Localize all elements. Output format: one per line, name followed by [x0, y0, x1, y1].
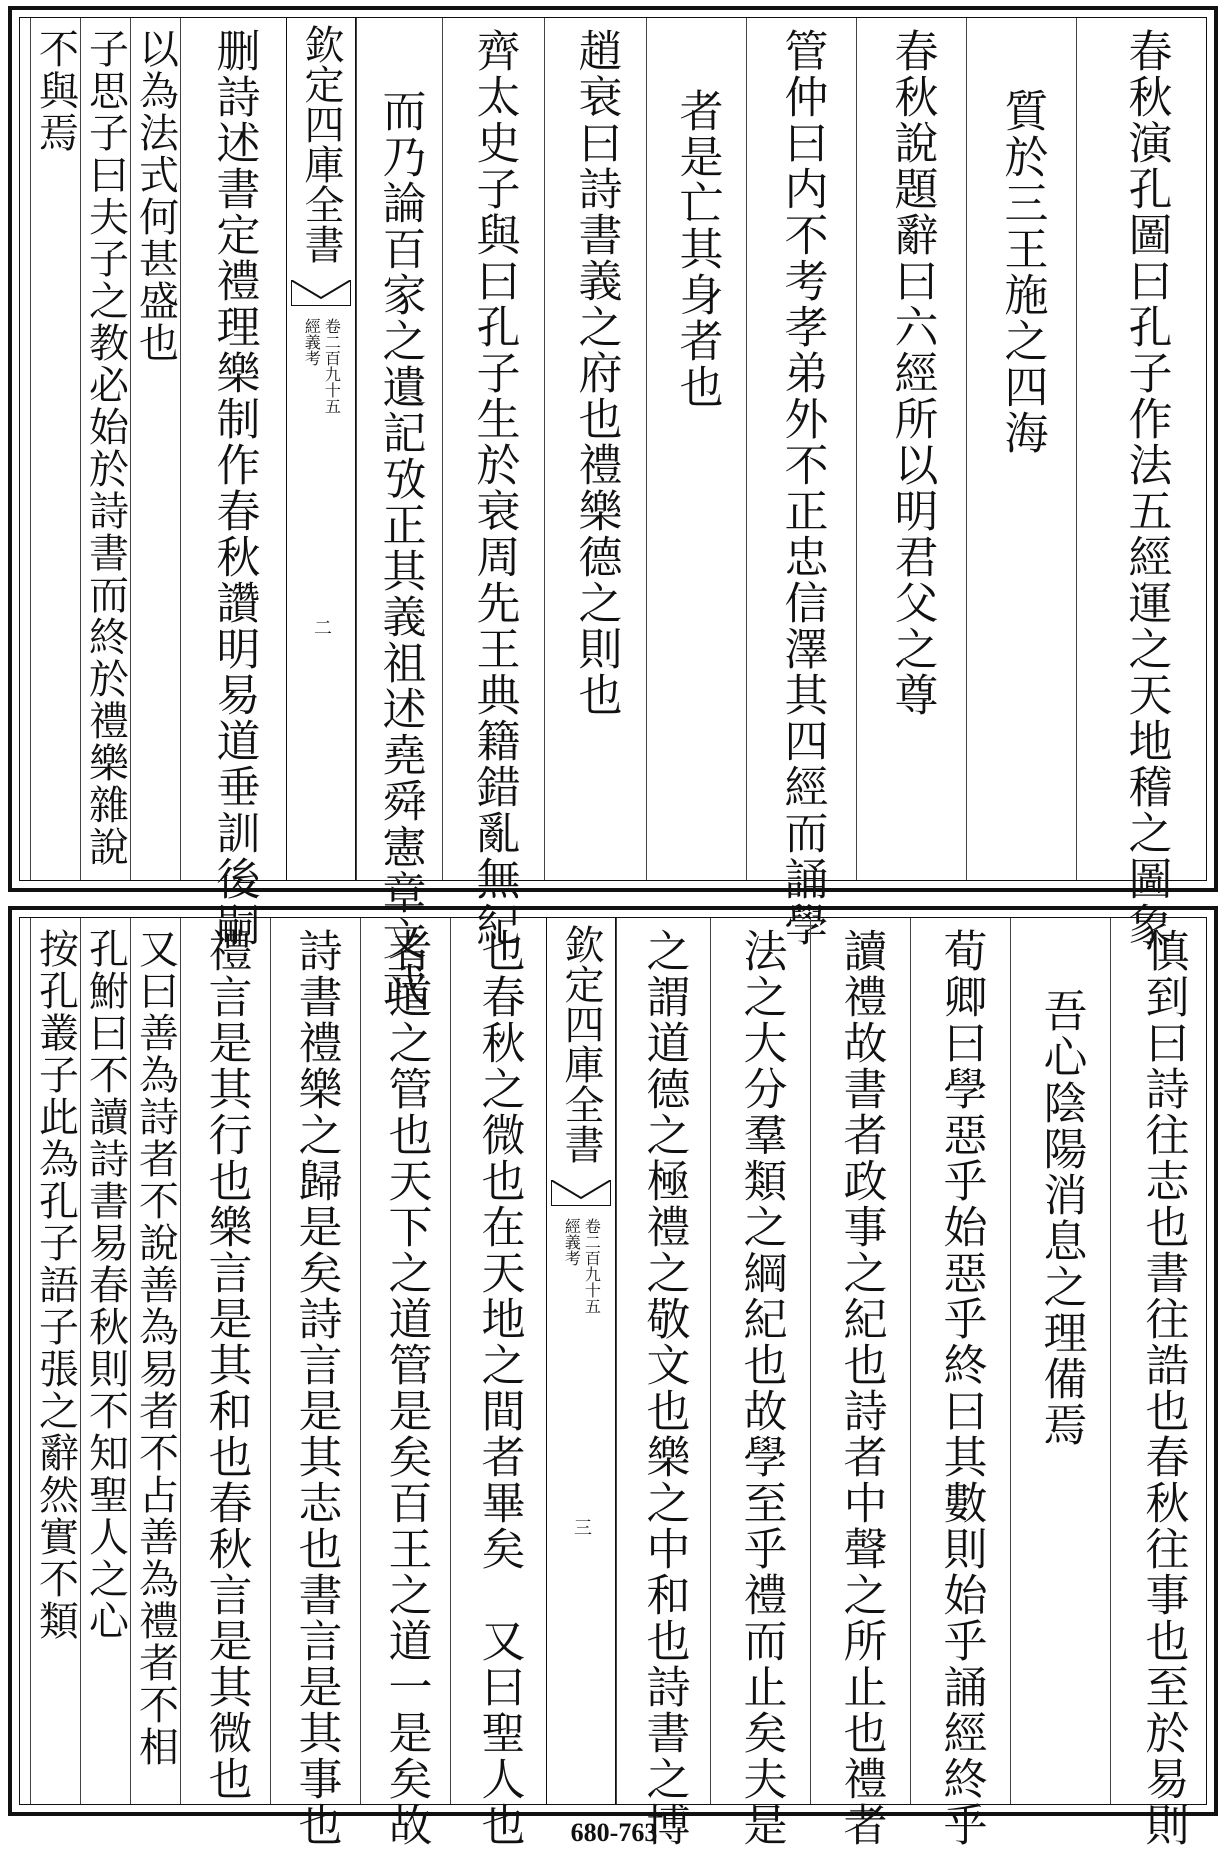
- book-title: 欽定四庫全書: [298, 24, 344, 264]
- column-text: 以為法式何甚盛也: [132, 28, 179, 364]
- column-text: 趙衰曰詩書義之府也禮樂德之則也: [570, 28, 622, 718]
- column-text: 不與焉: [32, 28, 79, 154]
- text-column: [646, 18, 746, 880]
- text-column: [356, 18, 442, 1008]
- text-column: [1010, 918, 1110, 1804]
- column-text: 吾心陰陽消息之理備焉: [1035, 988, 1087, 1448]
- center-banner: [546, 918, 616, 1804]
- page-number: 二: [311, 618, 332, 636]
- text-column: [746, 18, 856, 948]
- column-text: 者道之管也天下之道管是矣百王之道一是矣故: [380, 928, 432, 1848]
- text-column: [544, 18, 646, 880]
- text-column: [30, 18, 80, 880]
- volume-number: 卷二百九十五: [582, 1218, 602, 1314]
- text-column: [616, 918, 710, 1848]
- column-text: 之謂道德之極禮之敬文也樂之中和也詩書之博: [638, 928, 690, 1848]
- column-text: 子思子曰夫子之教必始於詩書而終於禮樂雜說: [82, 28, 129, 868]
- text-column: [180, 918, 270, 1804]
- column-text: 禮言是其行也樂言是其和也春秋言是其微也: [200, 928, 252, 1802]
- book-name: 經義考: [302, 318, 322, 366]
- text-column: [1076, 18, 1214, 948]
- book-name: 經義考: [562, 1218, 582, 1266]
- column-text: 讀禮故書者政事之紀也詩者中聲之所止也禮者: [835, 928, 887, 1848]
- text-column: [30, 918, 80, 1804]
- column-text: 質於三王施之四海: [996, 88, 1048, 456]
- text-column: [966, 18, 1076, 880]
- text-column: [910, 918, 1010, 1848]
- text-column: [130, 918, 180, 1804]
- column-text: 春秋說題辭曰六經所以明君父之尊: [886, 28, 938, 718]
- center-banner: [286, 18, 356, 880]
- fish-tail-mark-icon: [551, 1180, 611, 1206]
- column-text: 也春秋之微也在天地之間者畢矣 又曰聖人也: [473, 928, 525, 1848]
- text-column: [450, 918, 546, 1848]
- column-text: 孔鮒曰不讀詩書易春秋則不知聖人之心: [82, 928, 129, 1642]
- text-column: [710, 918, 810, 1848]
- column-text: 春秋演孔圖曰孔子作法五經運之天地稽之圖象: [1120, 28, 1172, 948]
- column-text: 按孔叢子此為孔子語子張之辭然實不類: [32, 928, 79, 1642]
- top-page-frame: [8, 6, 1218, 1008]
- column-text: 管仲曰内不考孝弟外不正忠信澤其四經而誦學: [776, 28, 828, 948]
- top-page-inner-border: [19, 17, 1207, 1008]
- text-column: [270, 918, 360, 1848]
- text-column: [130, 18, 180, 880]
- column-text: 者是亡其身者也: [671, 88, 723, 410]
- book-title: 欽定四庫全書: [558, 924, 604, 1164]
- column-text: 齊太史子與曰孔子生於衰周先王典籍錯亂無紀: [468, 28, 520, 948]
- text-column: [180, 18, 286, 948]
- text-column: [442, 18, 544, 948]
- page-number: 三: [571, 1518, 592, 1536]
- column-text: 法之大分羣類之綱紀也故學至乎禮而止矣夫是: [735, 928, 787, 1848]
- text-column: [80, 18, 130, 880]
- column-text: 删詩述書定禮理樂制作春秋讚明易道垂訓後嗣: [208, 28, 260, 948]
- volume-number: 卷二百九十五: [322, 318, 342, 414]
- fish-tail-mark-icon: [291, 280, 351, 306]
- column-text: 又曰善為詩者不說善為易者不占善為禮者不相: [132, 928, 179, 1768]
- column-text: 慎到曰詩往志也書往誥也春秋往事也至於易則: [1137, 928, 1189, 1848]
- column-text: 詩書禮樂之歸是矣詩言是其志也書言是其事也: [290, 928, 342, 1848]
- text-column: [856, 18, 966, 880]
- text-column: [1110, 918, 1214, 1848]
- column-text: 而乃論百家之遺記攷正其義祖述堯舜憲章文武: [374, 88, 426, 1008]
- text-column: [80, 918, 130, 1804]
- page-footer-reference: 680-763: [570, 1818, 658, 1847]
- text-column: [810, 918, 910, 1848]
- text-column: [360, 918, 450, 1848]
- column-text: 荀卿曰學惡乎始惡乎終曰其數則始乎誦經終乎: [935, 928, 987, 1848]
